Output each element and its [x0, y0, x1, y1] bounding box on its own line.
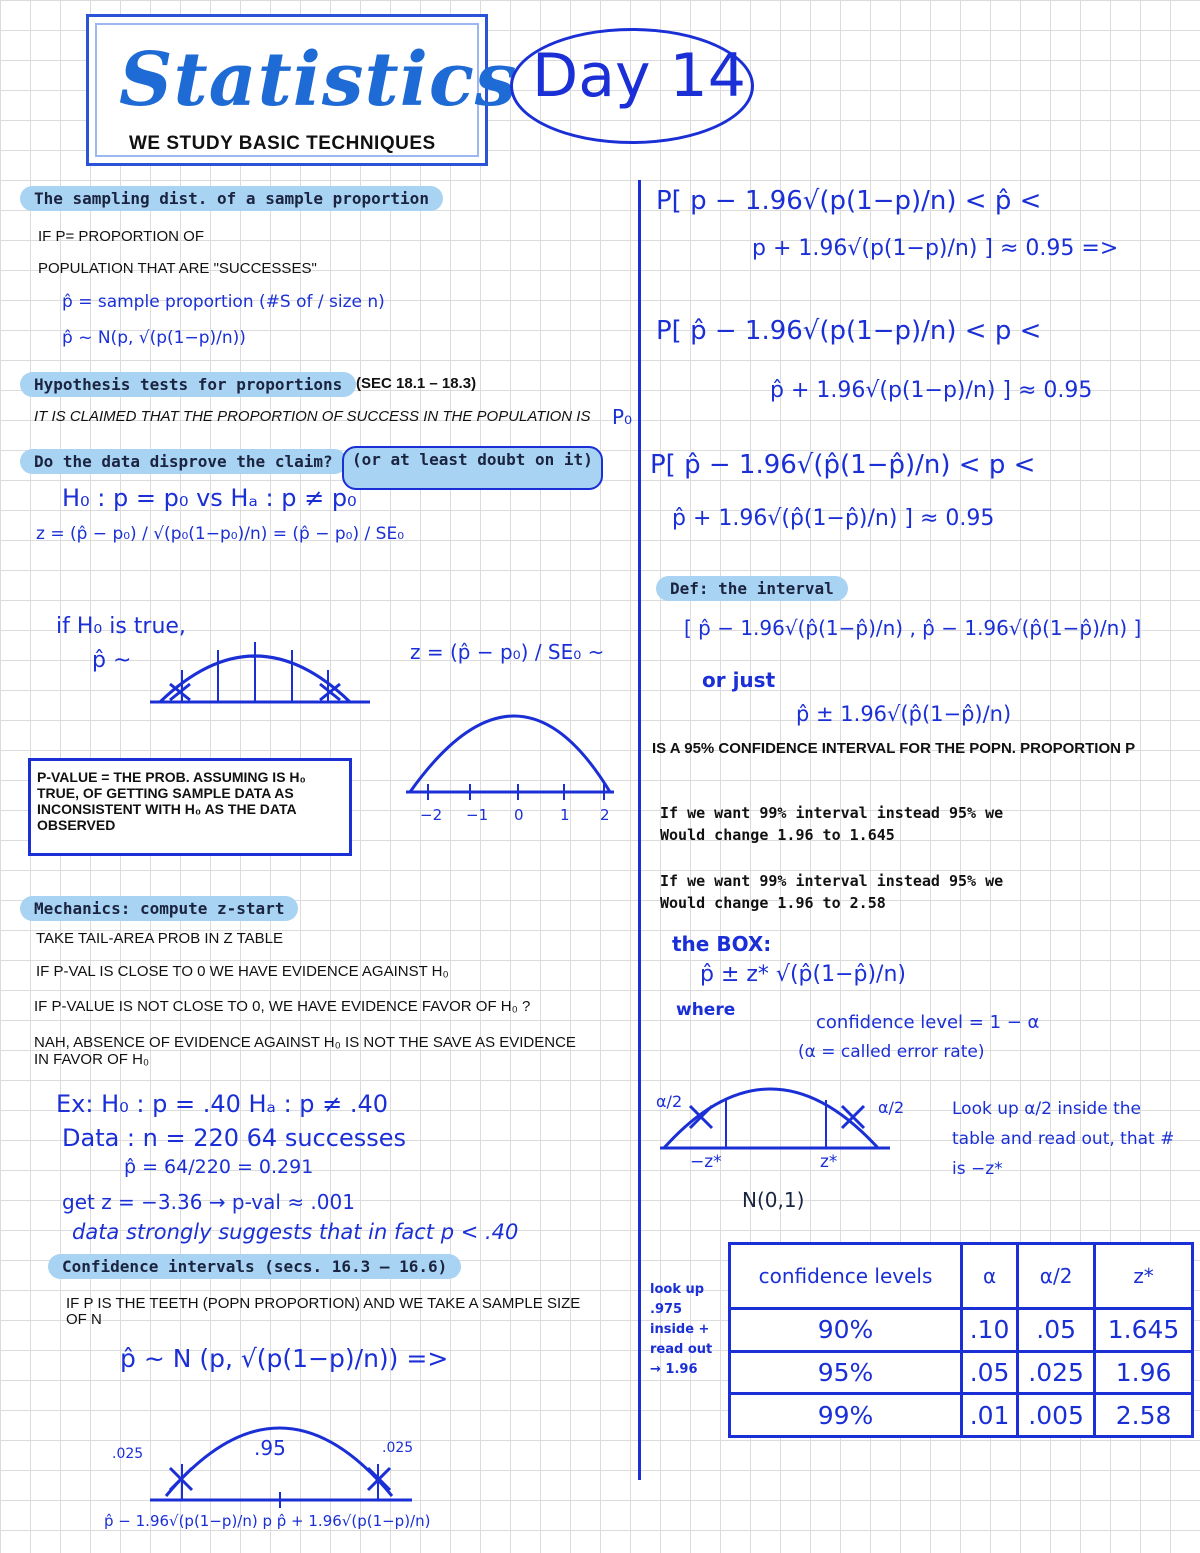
example-conclusion: data strongly suggests that in fact p < .40	[72, 1220, 519, 1244]
plus-minus-formula: p̂ ± 1.96√(p̂(1−p̂)/n)	[796, 702, 1012, 726]
table-row	[730, 1309, 1193, 1352]
box-title: the BOX:	[672, 932, 772, 956]
or-just-label: or just	[702, 668, 776, 692]
heading-disprove-claim: Do the data disprove the claim?	[20, 449, 347, 474]
heading-sampling-dist: The sampling dist. of a sample proportion	[20, 186, 443, 211]
phat-tilde-label: p̂ ~	[92, 648, 132, 673]
hypotheses: H₀ : p = p₀ vs Hₐ : p ≠ p₀	[62, 484, 357, 512]
ci-intro: IF P IS THE TEETH (POPN PROPORTION) AND WE TAKE A SAMPLE SIZE OF N	[66, 1295, 581, 1328]
tick-neg1: −1	[466, 806, 489, 824]
example-phat: p̂ = 64/220 = 0.291	[124, 1156, 314, 1178]
page-title: Statistics	[119, 37, 518, 123]
ci-bell-curve	[130, 1400, 430, 1520]
table-cell: 2.58	[1095, 1394, 1193, 1437]
table-side-note: look up .975 inside + read out → 1.96	[650, 1282, 713, 1377]
box-formula: p̂ ± z* √(p̂(1−p̂)/n)	[700, 962, 906, 987]
table-cell: 99%	[730, 1394, 962, 1437]
heading-def-interval: Def: the interval	[656, 576, 848, 601]
tick-1: 1	[560, 806, 570, 824]
table-cell: 90%	[730, 1309, 962, 1352]
p-def-line2: POPULATION THAT ARE "SUCCESSES"	[38, 260, 317, 277]
prob-statement-2a: P[ p̂ − 1.96√(p(1−p)/n) < p <	[656, 316, 1042, 346]
prob-statement-3b: p̂ + 1.96√(p̂(1−p̂)/n) ] ≈ 0.95	[672, 506, 995, 531]
alpha-half-right: α/2	[878, 1098, 905, 1117]
pvalue-definition-box	[28, 758, 352, 856]
want-99b-line2: Would change 1.96 to 2.58	[660, 894, 886, 912]
page-subtitle: WE STUDY BASIC TECHNIQUES	[129, 133, 436, 154]
pos-z-star: z*	[820, 1152, 838, 1172]
alpha-note: (α = called error rate)	[798, 1042, 985, 1062]
if-h0-true: if H₀ is true,	[56, 614, 186, 639]
tick-2: 2	[600, 806, 610, 824]
table-cell: 1.645	[1095, 1309, 1193, 1352]
example-data: Data : n = 220 64 successes	[62, 1124, 406, 1152]
ci-center-area: .95	[254, 1436, 286, 1460]
title-box	[86, 14, 518, 166]
table-cell: .05	[1018, 1309, 1095, 1352]
table-header: α/2	[1018, 1244, 1095, 1309]
table-cell: 95%	[730, 1351, 962, 1394]
critical-value-curve	[650, 1070, 910, 1160]
prob-statement-2b: p̂ + 1.96√(p(1−p)/n) ] ≈ 0.95	[770, 378, 1093, 403]
table-cell: 1.96	[1095, 1351, 1193, 1394]
table-row	[730, 1394, 1193, 1437]
claim-symbol: P₀	[612, 405, 633, 429]
column-divider	[638, 180, 641, 1480]
interval-definition: [ p̂ − 1.96√(p̂(1−p̂)/n) , p̂ − 1.96√(p̂(1−p̂)/n) ]	[684, 616, 1142, 640]
want-99-line2: Would change 1.96 to 1.645	[660, 826, 895, 844]
prob-statement-1b: p + 1.96√(p(1−p)/n) ] ≈ 0.95 =>	[752, 236, 1119, 261]
heading-mechanics: Mechanics: compute z-start	[20, 896, 298, 921]
table-cell: .005	[1018, 1394, 1095, 1437]
table-cell: .01	[962, 1394, 1018, 1437]
table-header-row	[730, 1244, 1193, 1309]
alpha-half-left: α/2	[656, 1092, 683, 1111]
n01-label: N(0,1)	[742, 1188, 805, 1212]
table-cell: .05	[962, 1351, 1018, 1394]
z-statistic-formula: z = (p̂ − p₀) / √(p₀(1−p₀)/n) = (p̂ − p₀) / SE₀	[36, 524, 405, 544]
pvalue-definition: P-VALUE = THE PROB. ASSUMING IS H₀ TRUE, OF GETTING SAMPLE DATA AS INCONSISTENT WITH H₀ AS THE DATA OBSERVED	[37, 769, 306, 833]
table-header: confidence levels	[730, 1244, 962, 1309]
lookup-note: Look up α/2 inside the table and read out, that # is −z*	[952, 1099, 1175, 1179]
p-def-line1: IF P= PROPORTION OF	[38, 228, 204, 245]
phat-definition: p̂ = sample proportion (#S of / size n)	[62, 292, 385, 312]
mechanics-step4: NAH, ABSENCE OF EVIDENCE AGAINST H₀ IS NOT THE SAVE AS EVIDENCE IN FAVOR OF H₀	[34, 1034, 576, 1068]
example-hypotheses: Ex: H₀ : p = .40 Hₐ : p ≠ .40	[56, 1090, 389, 1118]
neg-z-star: −z*	[690, 1152, 722, 1172]
z-standardized: z = (p̂ − p₀) / SE₀ ~	[410, 640, 605, 664]
heading-confidence-intervals: Confidence intervals (secs. 16.3 – 16.6)	[48, 1254, 461, 1279]
phat-distribution: p̂ ~ N(p, √(p(1−p)/n))	[62, 328, 246, 348]
heading-hypothesis-tests: Hypothesis tests for proportions	[20, 372, 356, 397]
table-cell: .10	[962, 1309, 1018, 1352]
mechanics-step2: IF P-VAL IS CLOSE TO 0 WE HAVE EVIDENCE AGAINST H₀	[36, 963, 449, 980]
tick-0: 0	[514, 806, 524, 824]
example-z: get z = −3.36 → p-val ≈ .001	[62, 1190, 355, 1214]
disprove-claim-aside: (or at least doubt on it)	[342, 446, 603, 490]
table-cell: .025	[1018, 1351, 1095, 1394]
table-header: α	[962, 1244, 1018, 1309]
table-header: z*	[1095, 1244, 1193, 1309]
where-label: where	[676, 1000, 736, 1020]
want-99b-line1: If we want 99% interval instead 95% we	[660, 872, 1004, 890]
ci-statement: IS A 95% CONFIDENCE INTERVAL FOR THE POPN. PROPORTION P	[652, 740, 1136, 757]
ci-left-tail: .025	[112, 1446, 144, 1462]
prob-statement-1a: P[ p − 1.96√(p(1−p)/n) < p̂ <	[656, 186, 1042, 216]
confidence-table	[728, 1242, 1194, 1438]
tick-neg2: −2	[420, 806, 443, 824]
ci-axis-labels: p̂ − 1.96√(p(1−p)/n) p p̂ + 1.96√(p(1−p)/n)	[104, 1512, 431, 1530]
hypothesis-sections: (SEC 18.1 – 18.3)	[356, 375, 477, 392]
day-label: Day 14	[532, 41, 746, 111]
claim-text: IT IS CLAIMED THAT THE PROPORTION OF SUCCESS IN THE POPULATION IS	[34, 408, 591, 425]
want-99-line1: If we want 99% interval instead 95% we	[660, 804, 1004, 822]
mechanics-step1: TAKE TAIL-AREA PROB IN Z TABLE	[36, 930, 284, 947]
table-row	[730, 1351, 1193, 1394]
ci-phat-distribution: p̂ ~ N (p, √(p(1−p)/n)) =>	[120, 1344, 449, 1373]
mechanics-step3: IF P-VALUE IS NOT CLOSE TO 0, WE HAVE EVIDENCE FAVOR OF H₀ ?	[34, 998, 531, 1015]
sampling-bell-curve	[140, 630, 380, 740]
confidence-level-def: confidence level = 1 − α	[816, 1012, 1040, 1033]
ci-right-tail: .025	[382, 1440, 414, 1456]
prob-statement-3a: P[ p̂ − 1.96√(p̂(1−p̂)/n) < p <	[650, 450, 1036, 480]
